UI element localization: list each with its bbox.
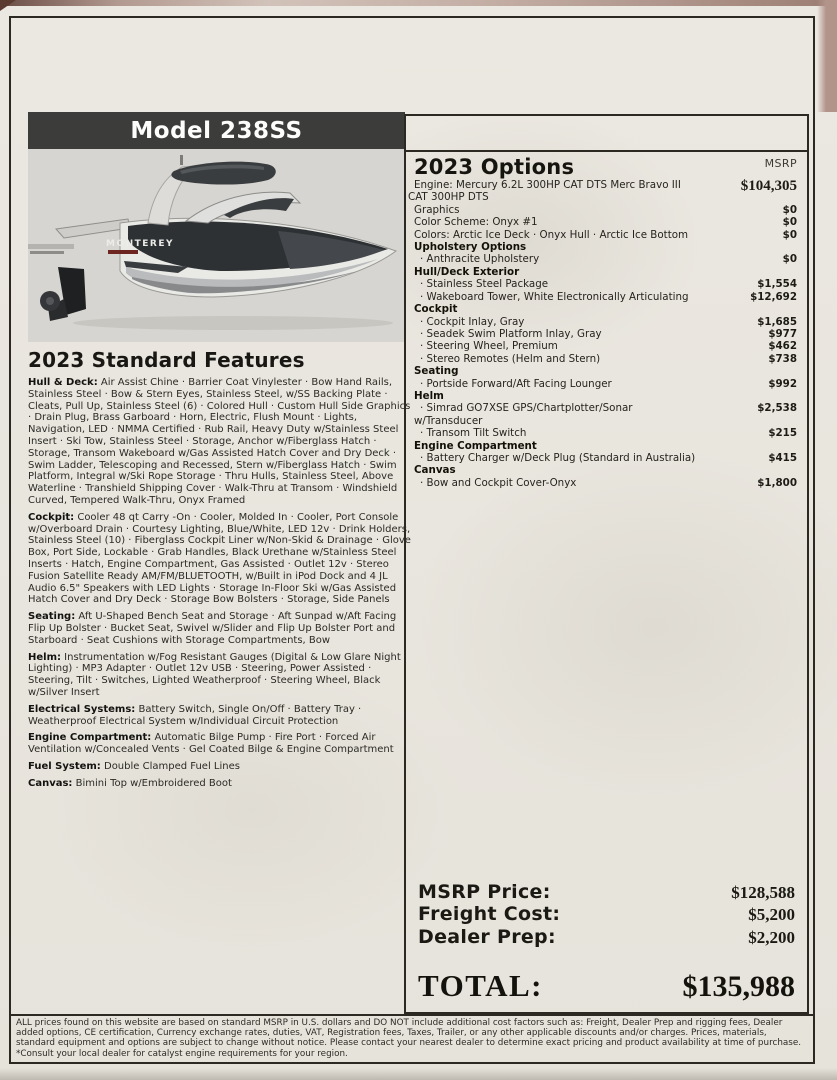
- option-label-line1: Graphics: [414, 203, 460, 216]
- model-banner-text: Model 238SS: [130, 117, 303, 144]
- option-label: [414, 402, 633, 427]
- options-section-header: [414, 241, 797, 253]
- option-label: [414, 253, 539, 265]
- total-value: $135,988: [682, 970, 795, 1003]
- option-label-line1: Color Scheme: Onyx #1: [414, 216, 538, 229]
- disclaimer-text: ALL prices found on this website are based on standard MSRP in U.S. dollars and DO NOT include additional cost factors such as: Freight, Dealer Prep and rigging fees, Dealer added options, CE certification, Currency exchange rates, duties, VAT, Registration fees, Taxes, Trailer, or any other applicable discounts and/or charges. Prices, materials, standard equipment and options are subject to change without notice. Please contact your nearest dealer to determine exact pricing and product availability at time of purchase. *Consult your local dealer for catalyst engine requirements for your region.: [16, 1018, 802, 1059]
- options-title-row: [414, 156, 797, 178]
- options-section-label: Seating: [414, 365, 459, 378]
- ski-tow-pole: [28, 244, 74, 249]
- boat-model-logo: [108, 250, 138, 254]
- feature-section: Engine Compartment: Automatic Bilge Pump · Fire Port · Forced Air Ventilation w/Concealed Vents · Gel Coated Bilge & Engine Compartment: [28, 732, 394, 756]
- photo-bottom-shadow: [0, 1068, 837, 1080]
- options-section-header: [414, 303, 797, 315]
- summary-value: $128,588: [731, 882, 795, 902]
- option-row: [408, 178, 797, 204]
- feature-section-label: Electrical Systems:: [28, 703, 136, 715]
- option-row: [414, 402, 797, 427]
- option-price: $738: [768, 352, 797, 365]
- options-section-header: [414, 440, 797, 452]
- options-header-row: [406, 116, 807, 152]
- feature-section-label: Engine Compartment:: [28, 732, 152, 744]
- options-section-label: Upholstery Options: [414, 241, 527, 254]
- option-label: [414, 316, 524, 328]
- option-label-line2: CAT 300HP DTS: [408, 191, 489, 204]
- option-row: [414, 278, 797, 290]
- feature-section: Hull & Deck: Air Assist Chine · Barrier Coat Vinylester · Bow Hand Rails, Stainless Steel · Bow & Stern Eyes, Stainless Steel, w/SS Backing Plate · Cleats, Pull Up, Stainless Steel (6) · Colored Hull · Custom Hull Side Graphics · Drain Plug, Brass Garboard · Horn, Electric, Flush Mount · Lights, Navigation, LED · NMMA Certified · Rub Rail, Heavy Duty w/Stainless Steel Insert · Ski Tow, Stainless Steel · Storage, Anchor w/Fiberglass Hatch · Storage, Transom Wakeboard w/Gas Assisted Hatch Cover and Dry Deck · Swim Ladder, Telescoping and Recessed, Stern w/Fiberglass Hatch · Swim Platform, Integral w/Ski Rope Storage · Thru Hulls, Stainless Steel, Above Waterline · Transhield Shipping Cover · Walk-Thru at Transom · Windshield Curved, Tempered Walk-Thru, Onyx Framed: [28, 377, 411, 506]
- option-label-line1: · Simrad GO7XSE GPS/Chartplotter/Sonar: [420, 402, 633, 415]
- price-summary-rows: [418, 881, 795, 949]
- photo-top-edge: [0, 0, 837, 6]
- option-label: [414, 328, 602, 340]
- options-section-header: [414, 365, 797, 377]
- option-row: [414, 477, 797, 489]
- summary-label: Freight Cost:: [418, 903, 561, 925]
- option-label: [414, 477, 576, 489]
- msrp-column-header: MSRP: [764, 157, 797, 170]
- option-row: [414, 216, 797, 228]
- hull: [106, 218, 396, 297]
- option-label: [414, 353, 600, 365]
- summary-row: [418, 926, 795, 949]
- option-row: [414, 353, 797, 365]
- option-price: $2,538: [757, 402, 797, 415]
- options-title: 2023 Options: [414, 155, 575, 179]
- options-list: [408, 178, 797, 489]
- summary-value: $2,200: [748, 927, 795, 947]
- feature-section: Helm: Instrumentation w/Fog Resistant Gauges (Digital & Low Glare Night Lighting) · MP3 Adapter · Outlet 12v USB · Steering, Power Assisted · Steering, Tilt · Switches, Lighted Weatherproof · Steering Wheel, Black w/Silver Insert: [28, 651, 401, 698]
- feature-section: Seating: Aft U-Shaped Bench Seat and Storage · Aft Sunpad w/Aft Facing Flip Up Bolster · Bucket Seat, Swivel w/Slider and Flip Up Bolster Port and Starboard · Seat Cushions with Storage Compartments, Bow: [28, 611, 397, 646]
- windshield: [186, 192, 300, 223]
- total-row: [418, 968, 795, 1004]
- summary-value: $5,200: [748, 905, 795, 924]
- options-section-header: [414, 464, 797, 476]
- standard-features-title: 2023 Standard Features: [28, 348, 305, 372]
- option-price: $12,692: [750, 290, 797, 303]
- option-label: [414, 378, 612, 390]
- feature-section-label: Helm:: [28, 651, 61, 663]
- option-label: [414, 291, 689, 303]
- option-row: [414, 204, 797, 216]
- disclaimer-box: [9, 1014, 815, 1064]
- options-body: [406, 152, 807, 489]
- option-row: [414, 378, 797, 390]
- option-label: [414, 204, 459, 216]
- boat-brand-text: MONTEREY: [106, 239, 175, 249]
- option-label-line1: · Portside Forward/Aft Facing Lounger: [420, 377, 612, 390]
- boat-illustration: [28, 149, 405, 342]
- option-label-line1: · Cockpit Inlay, Gray: [420, 315, 525, 328]
- option-label: [408, 179, 681, 204]
- feature-section-label: Seating:: [28, 611, 76, 623]
- options-section-label: Helm: [414, 389, 444, 402]
- option-label-line1: Engine: Mercury 6.2L 300HP CAT DTS Merc Bravo III: [414, 179, 681, 192]
- options-section-header: [414, 390, 797, 402]
- option-price: $0: [782, 228, 797, 241]
- summary-label: Dealer Prep:: [418, 925, 556, 948]
- option-row: [414, 340, 797, 352]
- boat-shadow: [73, 316, 393, 330]
- feature-section: Canvas: Bimini Top w/Embroidered Boot: [28, 777, 232, 789]
- option-label: [414, 427, 526, 439]
- option-label-line1: · Stainless Steel Package: [420, 278, 549, 291]
- option-label-line1: · Stereo Remotes (Helm and Stern): [420, 352, 601, 365]
- option-price: $0: [782, 253, 797, 266]
- options-section-label: Engine Compartment: [414, 439, 537, 452]
- option-price: $0: [782, 203, 797, 216]
- option-row: [414, 229, 797, 241]
- photo-background-strip: [817, 0, 837, 112]
- option-label: [414, 216, 538, 228]
- sterndrive: [40, 267, 86, 321]
- feature-section-label: Canvas:: [28, 777, 73, 789]
- feature-section: Cockpit: Cooler 48 qt Carry -On · Cooler, Molded In · Cooler, Port Console w/Overboard Drain · Courtesy Lighting, Blue/White, LED 12v · Drink Holders, Stainless Steel (10) · Fiberglass Cockpit Liner w/Non-Skid & Drainage · Glove Box, Port Side, Lockable · Grab Handles, Black Urethane w/Stainless Steel Inserts · Hatch, Engine Compartment, Gas Assisted · Outlet 12v · Stereo Fusion Satellite Ready AM/FM/BLUETOOTH, w/Built in iPod Dock and 4 JL Audio 6.5" Speakers with LED Lights · Storage In-Floor Ski w/Gas Assisted Hatch Cover and Dry Deck · Storage Bow Bolsters · Storage, Side Panels: [28, 511, 411, 606]
- option-row: [414, 452, 797, 464]
- feature-section-label: Fuel System:: [28, 760, 101, 772]
- standard-features-list: [28, 377, 412, 790]
- feature-section: Electrical Systems: Battery Switch, Single On/Off · Battery Tray · Weatherproof Electrical System w/Individual Circuit Protection: [28, 703, 362, 727]
- option-row: [414, 253, 797, 265]
- options-section-label: Hull/Deck Exterior: [414, 265, 520, 278]
- price-summary: [418, 881, 795, 1005]
- option-price: $977: [768, 327, 797, 340]
- option-label-line1: · Anthracite Upholstery: [420, 253, 540, 266]
- option-label: [414, 340, 558, 352]
- ski-tow-pole-lower: [30, 251, 64, 254]
- options-section-label: Canvas: [414, 464, 456, 477]
- feature-section: Fuel System: Double Clamped Fuel Lines: [28, 760, 240, 772]
- option-price: $992: [768, 377, 797, 390]
- boat-image-area: [28, 149, 405, 342]
- options-panel: [404, 114, 809, 1014]
- option-label: [414, 278, 548, 290]
- option-price: $1,554: [757, 278, 797, 291]
- option-price: $0: [782, 216, 797, 229]
- option-label-line1: · Wakeboard Tower, White Electronically Articulating: [420, 290, 689, 303]
- option-price: $462: [768, 340, 797, 353]
- swim-platform: [56, 219, 130, 238]
- standard-features-section: [28, 348, 412, 795]
- option-price: $1,685: [757, 315, 797, 328]
- option-label-line1: · Steering Wheel, Premium: [420, 340, 558, 353]
- total-label: TOTAL:: [418, 968, 543, 1003]
- options-section-label: Cockpit: [414, 303, 458, 316]
- feature-section-label: Cockpit:: [28, 511, 75, 523]
- summary-label: MSRP Price:: [418, 880, 551, 903]
- option-row: [414, 316, 797, 328]
- option-price: $215: [768, 427, 797, 440]
- option-price: $104,305: [740, 178, 797, 195]
- option-price: $1,800: [757, 476, 797, 489]
- option-label-line1: · Bow and Cockpit Cover-Onyx: [420, 476, 577, 489]
- option-label-line1: · Seadek Swim Platform Inlay, Gray: [420, 327, 602, 340]
- summary-row: [418, 903, 795, 926]
- option-row: [414, 291, 797, 303]
- option-label-line2: w/Transducer: [414, 414, 483, 427]
- option-row: [414, 427, 797, 439]
- page-border-frame: [9, 16, 815, 1064]
- summary-row: [418, 881, 795, 904]
- option-label-line1: · Battery Charger w/Deck Plug (Standard in Australia): [420, 451, 696, 464]
- option-label-line1: Colors: Arctic Ice Deck · Onyx Hull · Arctic Ice Bottom: [414, 228, 689, 241]
- options-section-header: [414, 266, 797, 278]
- option-label: [414, 452, 695, 464]
- model-banner: [28, 112, 405, 149]
- option-label: [414, 229, 688, 241]
- feature-section-label: Hull & Deck:: [28, 377, 98, 388]
- option-row: [414, 328, 797, 340]
- option-label-line1: · Transom Tilt Switch: [420, 427, 527, 440]
- option-price: $415: [768, 451, 797, 464]
